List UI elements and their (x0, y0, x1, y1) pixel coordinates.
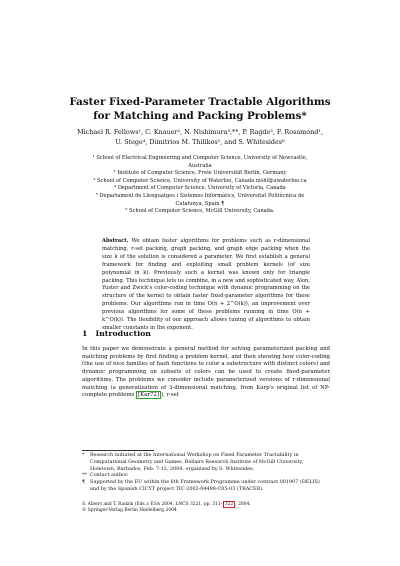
affiliation-line: ² Institute of Computer Science, Freie Universität Berlin, Germany (113, 170, 287, 177)
publication-citation: S. Albers and T. Radzik (Eds.): ESA 2004, LNCS 3221, pp. 311– (82, 502, 223, 507)
intro-text: In this paper we demonstrate a general method for solving parameterized packing and matching problems by first finding a problem kernel, and then showing how color-coding (the use of nice families of hash functions to color a substructure with distinct colors) and dynamic programming on subsets of colors can be used to create fixed-parameter algorithms. The problems we consider include parameterized versions of r-dimensional matching (a generalization of 3-dimensional matching, from Karp's original list of NP-complete problems (82, 346, 330, 399)
title-line-2: for Matching and Packing Problems* (93, 110, 307, 122)
footnotes (82, 452, 330, 493)
abstract-label: Abstract. (102, 238, 129, 244)
footnote-text: Research initiated at the International Workshop on Fixed Parameter Tractability in Computational Geometry and Games, Bellairs Research Institute of McGill University, Holetown, Barbados, Feb. 7-12, 2004, organized by S. Whitesides. (90, 452, 304, 472)
affiliations (40, 155, 360, 216)
affiliation-line: ⁶ School of Computer Science, McGill University, Canada. (125, 208, 275, 215)
author-list (60, 128, 340, 147)
footnote-divider (82, 450, 154, 451)
page-range-link[interactable]: 322 (224, 502, 234, 507)
footnote-mark: ¶ (82, 479, 86, 486)
copyright-line: © Springer-Verlag Berlin Heidelberg 2004 (82, 508, 177, 514)
section-number: 1 (82, 329, 88, 338)
affiliation-line: Australia (188, 162, 212, 169)
authors-line-2: U. Stege⁴, Dimitrios M. Thilikos⁵, and S. Whitesides⁶ (115, 137, 285, 146)
affiliation-line: ³ School of Computer Science, University of Waterloo, Canada nishi@uwaterloo.ca (93, 177, 307, 184)
footnote-text: Supported by the EU within the 6th Framework Programme under contract 001907 (DELIS) and by the Spanish CICYT project TIC-2002-04498-C05-03 (TRACER). (90, 479, 320, 492)
affiliation-line: ⁴ Department of Computer Science, University of Victoria, Canada (114, 185, 286, 192)
affiliation-line: Catalunya, Spain ¶ (175, 200, 225, 207)
footnote (82, 479, 330, 493)
title-line-1: Faster Fixed-Parameter Tractable Algorithms (69, 96, 331, 108)
footnote-mark: * (82, 452, 85, 458)
authors-line-1: Michael R. Fellows¹, C. Knauer², N. Nishimura³,**, P. Ragde³, F. Rosamond¹, (77, 128, 323, 136)
section-title: Introduction (95, 329, 151, 338)
citation-link[interactable]: [Kar72] (138, 392, 159, 399)
intro-text-tail: ), r-set (160, 392, 179, 399)
footnote-text: Contact author. (90, 472, 129, 479)
intro-paragraph (82, 346, 330, 400)
footnote-mark: ** (82, 472, 87, 479)
paper-title (40, 95, 360, 123)
footnote (82, 452, 330, 472)
affiliation-line: ¹ School of Electrical Engineering and Computer Science, University of Newcastle, (92, 155, 308, 161)
section-heading (82, 329, 151, 338)
abstract-text: We obtain faster algorithms for problems such as r-dimensional matching, r-set packing, graph packing, and graph edge packing when the size k of the solution is considered a parameter. We first establish a general framework for finding and exploiting small problem kernels (of size polynomial in k). Previously such a kernel was known only for triangle packing. This technique lets us combine, in a new and sophisticated way, Alon, Yuster and Zwick's color-coding technique with dynamic programming on the structure of the kernel to obtain faster fixed-parameter algorithms for these problems. Our algorithms run in time O(n + 2^O(k)), an improvement over previous algorithms for some of these problems running in time O(n + k^O(k)). The flexibility of our approach allows tuning of algorithms to obtain smaller constants in the exponent. (102, 238, 310, 331)
affiliation-line: ⁵ Departament de Llenguatges i Sistemes Informàtics, Universitat Politècnica de (95, 192, 305, 199)
publication-info (82, 502, 251, 515)
publication-year: , 2004. (235, 502, 251, 507)
abstract (102, 238, 310, 333)
